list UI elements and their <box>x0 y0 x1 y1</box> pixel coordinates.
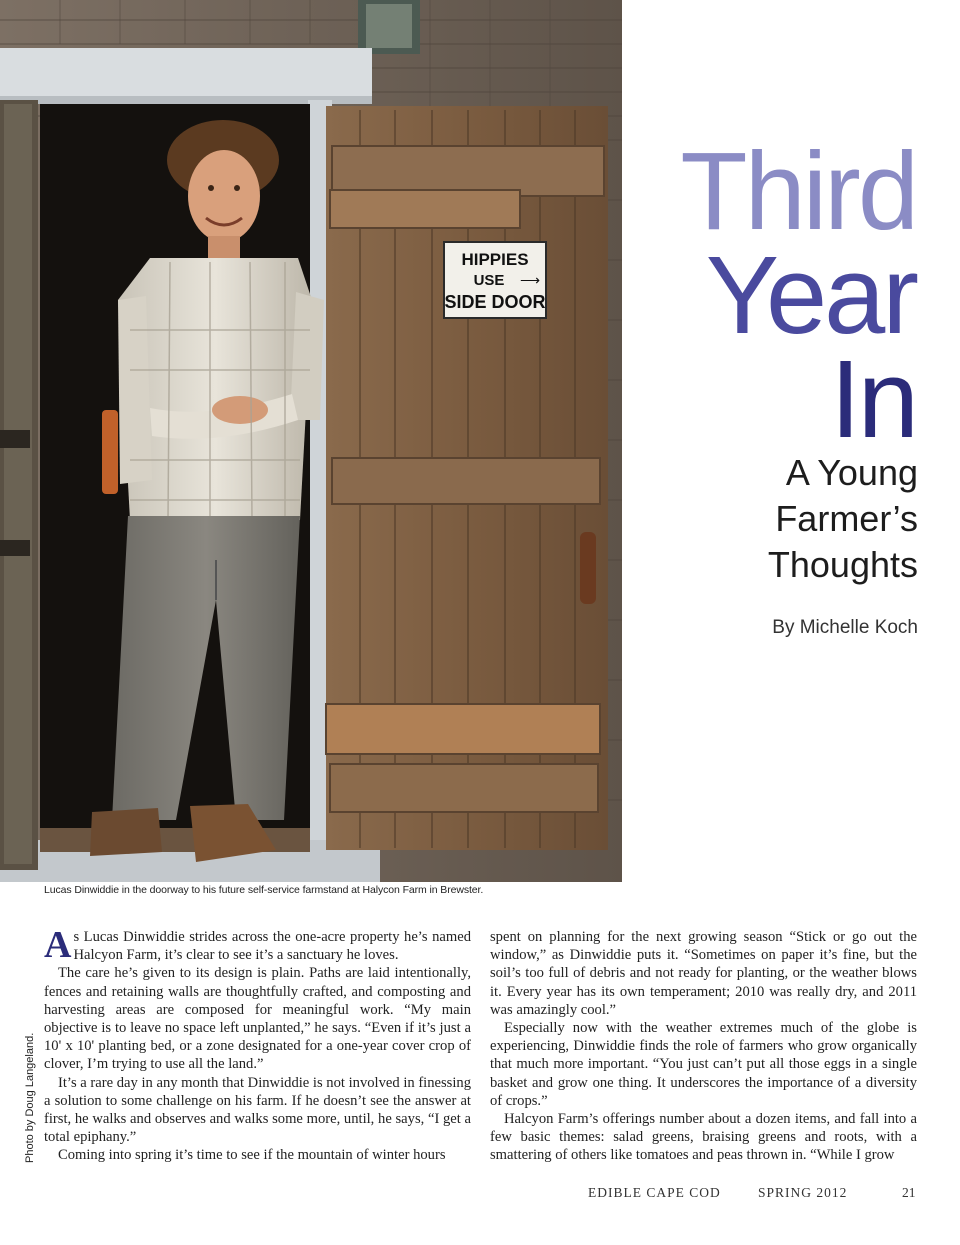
drop-cap: A <box>44 924 72 966</box>
headline-word-third: Third <box>680 130 916 253</box>
subtitle-line: A Young <box>785 452 918 493</box>
svg-text:SIDE DOOR: SIDE DOOR <box>444 292 546 312</box>
photo-caption: Lucas Dinwiddie in the doorway to his future self-service farmstand at Halycon Farm in Brewster. <box>44 884 484 896</box>
footer-issue: SPRING 2012 <box>758 1185 848 1200</box>
farmer-doorway-illustration <box>0 0 622 882</box>
headline-word-in: In <box>830 338 916 461</box>
footer-publication: EDIBLE CAPE COD <box>588 1185 721 1200</box>
headline <box>680 130 916 461</box>
byline: By Michelle Koch <box>772 617 918 638</box>
paragraph: Halcyon Farm’s offerings number about a dozen items, and fall into a few basic themes: salad greens, braising greens and roots, with a smattering of others like tomatoes and peas thrown in. “While I grow <box>490 1111 917 1164</box>
article-column-2 <box>490 928 917 1165</box>
paragraph: As Lucas Dinwiddie strides across the one-acre property he’s named Halcyon Farm, it’s clear to see it’s a sanctuary he loves. <box>44 924 471 966</box>
paragraph: spent on planning for the next growing season “Stick or go out the window,” as Dinwiddie puts it. “Sometimes on paper it’s fine, but the soil’s too full of debris and not ready for planting, or the weather blows it. Every year has its own temperament; 2010 was really dry, and 2011 was amazingly cool.” <box>490 929 917 1018</box>
subtitle-line: Thoughts <box>767 544 918 585</box>
svg-text:HIPPIES: HIPPIES <box>461 250 529 269</box>
hippies-sign <box>444 242 546 318</box>
headline-word-year: Year <box>705 234 916 357</box>
subtitle-line: Farmer’s <box>775 498 918 539</box>
paragraph: The care he’s given to its design is plain. Paths are laid intentionally, fences and retaining walls are thoughtfully crafted, and composting and harvesting areas are composed for meaningful work. “My main objective is to leave no space left unplanted,” he says. “Even if it’s just a 10' x 10' planting bed, or a zone designated for a one-year cover crop of clover, I’m trying to use all the land.” <box>44 965 471 1073</box>
svg-text:USE: USE <box>473 272 505 289</box>
paragraph: Especially now with the weather extremes much of the globe is experiencing, Dinwiddie finds the role of farmers who grow organically that much more important. “You just can’t put all those eggs in a single basket and grow one thing. It underscores the importance of a diversity of crops.” <box>490 1020 917 1109</box>
page-number: 21 <box>902 1185 916 1200</box>
paragraph: Coming into spring it’s time to see if the mountain of winter hours <box>58 1147 446 1164</box>
paragraph: It’s a rare day in any month that Dinwiddie is not involved in finessing a solution to some challenge on his farm. If he doesn’t see the answer at first, he walks and observes and walks some more, until, he says, “I get a total epiphany.” <box>44 1074 472 1146</box>
subtitle <box>768 450 918 588</box>
cover-photo <box>0 0 622 882</box>
svg-text:⟶: ⟶ <box>520 272 541 288</box>
photo-credit: Photo by Doug Langeland. <box>24 1032 36 1163</box>
article-column-1 <box>44 924 472 1165</box>
